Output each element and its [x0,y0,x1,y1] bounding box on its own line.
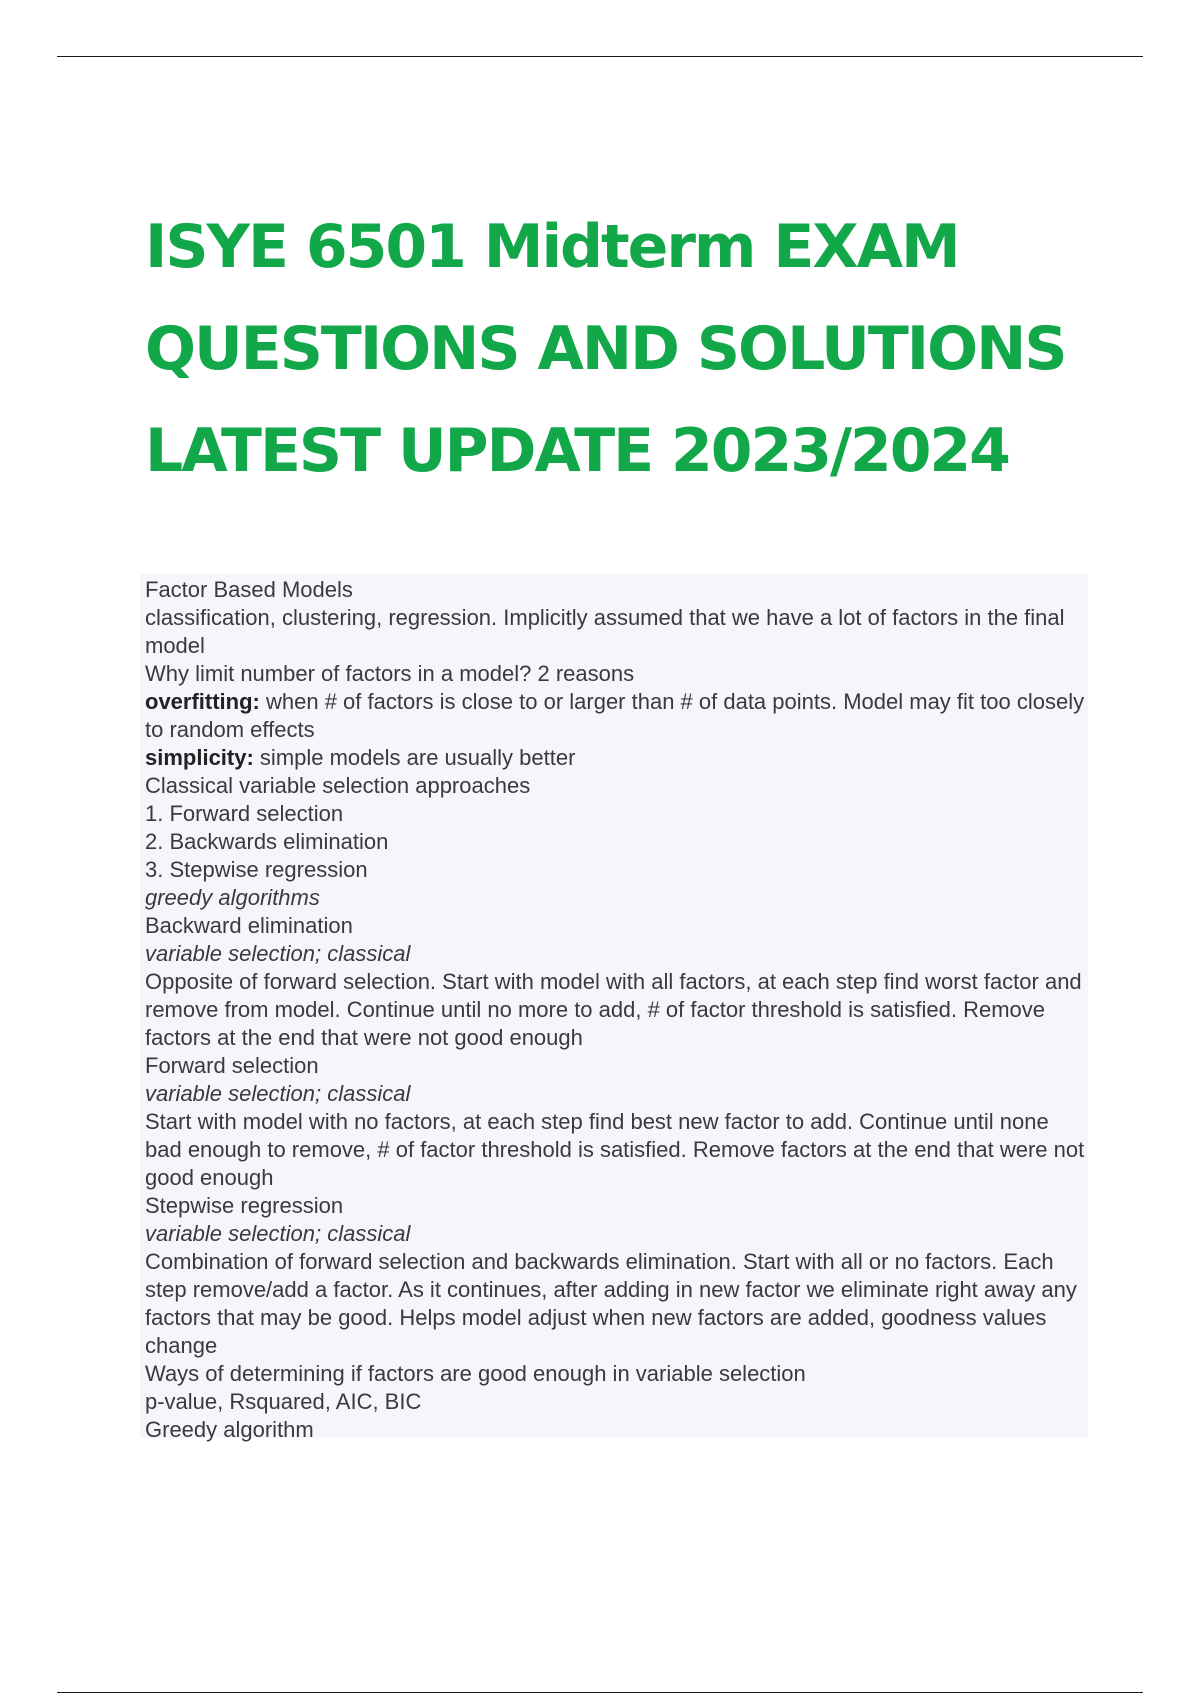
answer-tag: variable selection; classical [145,941,411,966]
title-line-3: LATEST UPDATE 2023/2024 [145,416,1009,486]
question: Stepwise regression [145,1193,344,1218]
question: Classical variable selection approaches [145,773,531,798]
answer-text: simple models are usually better [253,745,576,770]
document-title [145,196,1145,502]
answer-list-item: 3. Stepwise regression [145,857,368,882]
question: Greedy algorithm [145,1417,314,1442]
answer-tag: variable selection; classical [145,1221,411,1246]
question: Why limit number of factors in a model? 2 reasons [145,661,635,686]
answer-term: overfitting: [145,689,260,714]
answer-tag: variable selection; classical [145,1081,411,1106]
answer-text: when # of factors is close to or larger than # of data points. Model may fit too closely to random effects [145,689,1085,742]
header-rule [57,56,1143,57]
footer-rule [57,1692,1143,1693]
question: Ways of determining if factors are good enough in variable selection [145,1361,806,1386]
answer: Start with model with no factors, at each step find best new factor to add. Continue until none bad enough to remove, # of factor threshold is satisfied. Remove factors at the end that were not good enough [145,1109,1085,1190]
answer-list-item: 2. Backwards elimination [145,829,389,854]
title-line-1: ISYE 6501 Midterm EXAM [145,212,959,282]
answer-note: greedy algorithms [145,885,320,910]
question: Backward elimination [145,913,353,938]
answer-term: simplicity: [145,745,254,770]
question: Forward selection [145,1053,319,1078]
answer: Combination of forward selection and backwards elimination. Start with all or no factors. Each step remove/add a factor. As it continues, after adding in new factor we eliminate right away any factors that may be good. Helps model adjust when new factors are added, goodness values change [145,1249,1077,1358]
answer: Opposite of forward selection. Start with model with all factors, at each step find worst factor and remove from model. Continue until no more to add, # of factor threshold is satisfied. Remove factors at the end that were not good enough [145,969,1082,1050]
answer: p-value, Rsquared, AIC, BIC [145,1389,422,1414]
answer [145,688,1088,744]
answer: classification, clustering, regression. Implicitly assumed that we have a lot of factors in the final model [145,605,1065,658]
answer [145,744,1088,772]
qa-content-block [140,574,1088,1442]
question: Factor Based Models [145,577,353,602]
title-line-2: QUESTIONS AND SOLUTIONS [145,314,1066,384]
answer-list-item: 1. Forward selection [145,801,344,826]
